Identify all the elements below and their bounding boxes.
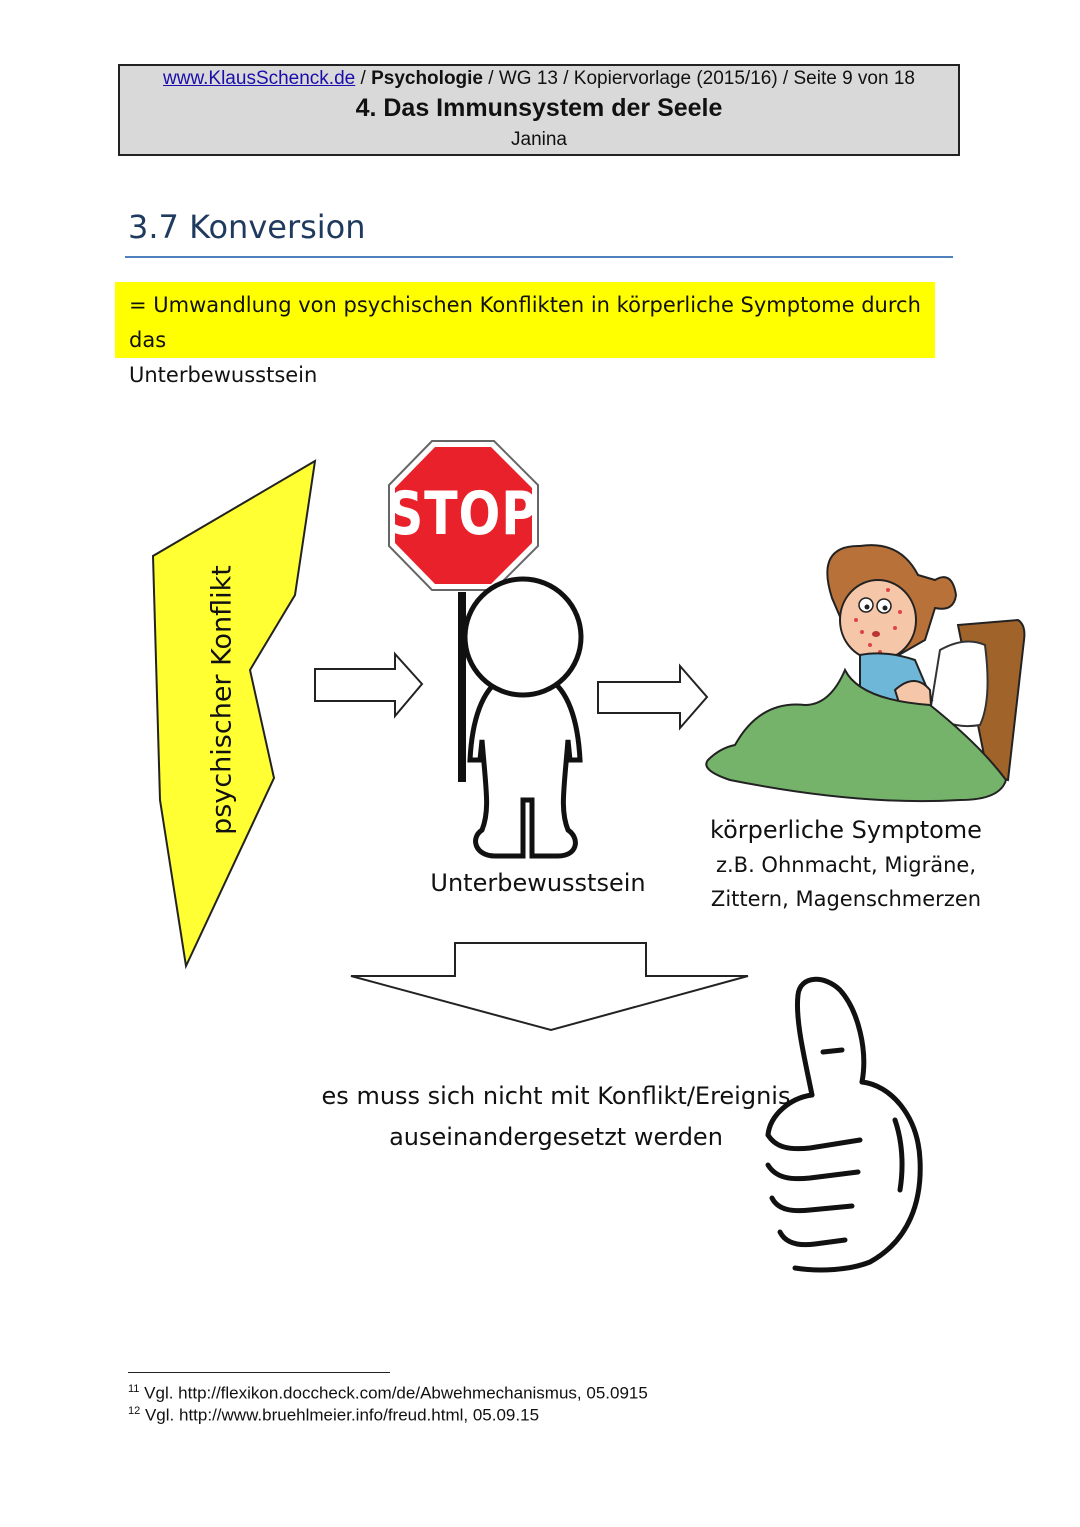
- header-subject: Psychologie: [371, 68, 483, 89]
- footnote-12: [128, 1405, 539, 1426]
- definition-line-2: Unterbewusstsein: [129, 363, 318, 387]
- definition-line-1: = Umwandlung von psychischen Konflikten in körperliche Symptome durch das: [129, 293, 921, 352]
- figure-label: Unterbewusstsein: [430, 869, 646, 897]
- footnote-11: [128, 1383, 648, 1404]
- stop-sign-text: STOP: [387, 479, 539, 549]
- symptoms-text: [710, 812, 982, 916]
- symptoms-line-1: z.B. Ohnmacht, Migräne,: [715, 853, 977, 877]
- symptoms-title: körperliche Symptome: [710, 816, 982, 844]
- footnote-text: Vgl. http://www.bruehlmeier.info/freud.html, 05.09.15: [140, 1405, 540, 1425]
- figure-icon: [465, 579, 581, 856]
- header-sep: /: [355, 68, 372, 89]
- arrow-down-icon: [351, 943, 748, 1030]
- document-author: Janina: [511, 129, 567, 150]
- document-title: 4. Das Immunsystem der Seele: [355, 94, 723, 122]
- arrow-right-icon-2: [598, 666, 707, 728]
- symptoms-line-2: Zittern, Magenschmerzen: [710, 887, 982, 911]
- site-link[interactable]: www.KlausSchenck.de: [163, 68, 356, 89]
- footnote-number: 11: [128, 1383, 140, 1395]
- conclusion-line-1: es muss sich nicht mit Konflikt/Ereignis: [321, 1082, 791, 1110]
- lightning-label: psychischer Konflikt: [206, 565, 238, 835]
- conclusion-line-2: auseinandergesetzt werden: [389, 1123, 723, 1151]
- footnote-number: 12: [128, 1405, 141, 1417]
- conclusion-text: [322, 1076, 791, 1158]
- arrow-right-icon: [315, 654, 422, 716]
- header-rest: / WG 13 / Kopiervorlage (2015/16) / Seite 9 von 18: [483, 68, 915, 89]
- section-heading: 3.7 Konversion: [128, 208, 366, 246]
- footnote-rule: [128, 1372, 390, 1373]
- sick-girl-in-bed-icon: [706, 545, 1024, 801]
- footnote-text: Vgl. http://flexikon.doccheck.com/de/Abwehmechanismus, 05.0915: [139, 1383, 648, 1403]
- thumbs-up-icon: [768, 979, 920, 1270]
